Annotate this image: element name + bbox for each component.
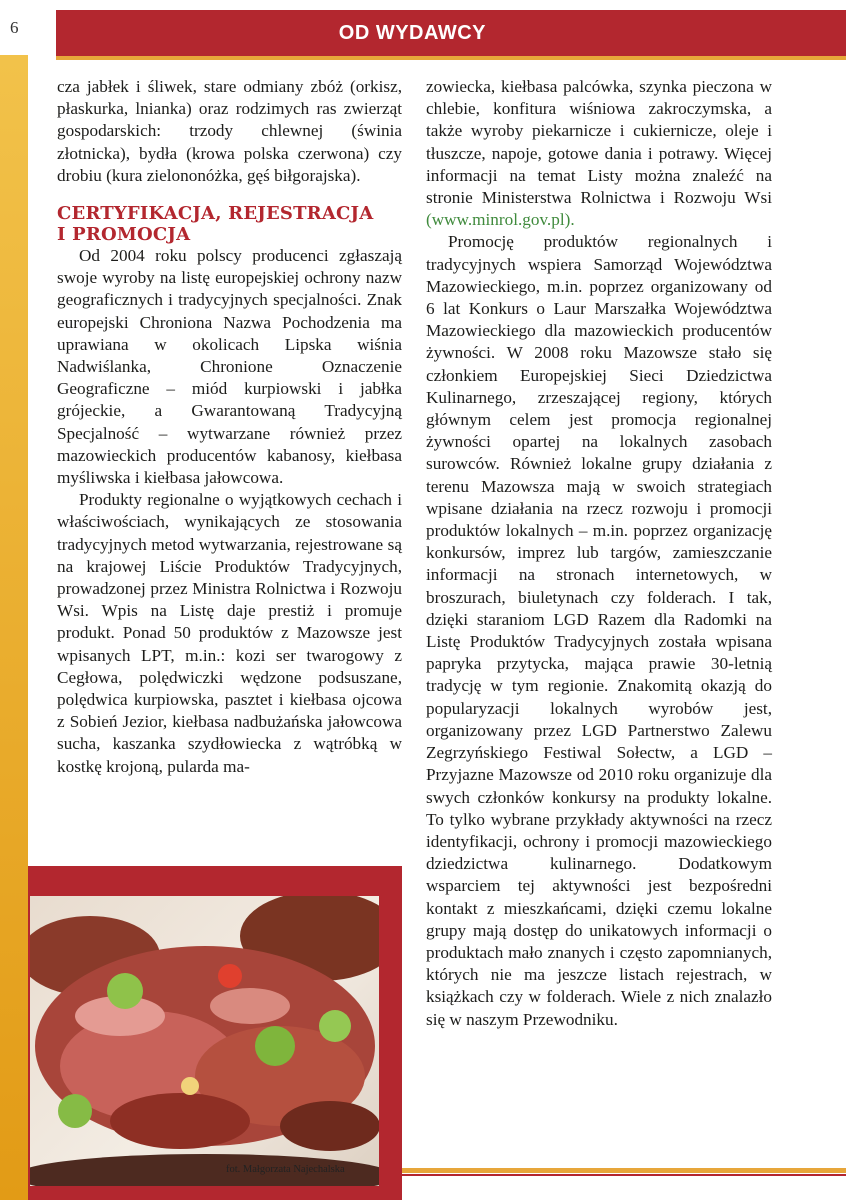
paragraph: Produkty regionalne o wyjątkowych cechach i właściwościach, wynikających ze stosowania tradycyjnych metod wytwarzania, rejestrowane są na krajowej Liście Produktów Tradycyjnych, prowadzonej przez Ministra Rolnictwa i Rozwoju Wsi. Wpis na Listę daje prestiż i promuje produkt. Ponad 50 produktów z Mazowsze jest wpisanych LPT, m.in.: kozi ser twarogowy z Cegłowa, polędwiczki wędzone podsuszane, polędwica kurpiowska, pasztet i kiełbasa ojcowa z Sobień Jezior, kiełbasa nadbużańska jałowcowa sucha, kaszanka szydłowiecka z wątróbką w kostkę krojoną, pularda ma- [57, 490, 402, 776]
paragraph-text: zowiecka, kiełbasa palcówka, szynka pieczona w chlebie, konfitura wiśniowa zakroczymska, a także wyroby piekarnicze i cukiernicze, oleje i tłuszcze, napoje, gotowe dania i potrawy. Więcej informacji na temat Listy można znaleźć na stronie Ministerstwa Rolnictwa i Rozwoju Wsi [426, 77, 772, 208]
footer-accent-line [402, 1168, 846, 1173]
heading-line: I PROMOCJA [57, 224, 191, 246]
page-number: 6 [10, 18, 19, 37]
left-color-band [0, 55, 28, 1200]
ministry-link[interactable]: (www.minrol.gov.pl). [426, 210, 575, 230]
paragraph: Promocję produktów regionalnych i tradycyjnych wspiera Samorząd Województwa Mazowieckiego, m.in. poprzez organizowany od 6 lat Konkurs o Laur Marszałka Województwa Mazowieckiego dla mazowieckich producentów żywności. W 2008 roku Mazowsze stało się członkiem Europejskiej Sieci Dziedzictwa Kulinarnego, zrzeszającej regiony, których głównym celem jest promocja regionalnej żywności opartej na lokalnych zasobach surowców. Również lokalne grupy działania z terenu Mazowsza mają w swoich strategiach wpisane działania na rzecz rozwoju i promocji produktów lokalnych – m.in. poprzez organizację konkursów, imprez lub targów, zamieszczanie informacji na stronach internetowych, w broszurach, biuletynach czy folderach. I tak, dzięki staraniom LGD Razem dla Radomki na Listę Produktów Tradycyjnych została wpisana papryka przytycka, mająca prawie 30-letnią tradycję w tym regionie. Znakomitą okazją do popularyzacji lokalnych wyrobów jest, organizowany przez LGD Partnerstwo Zalewu Zegrzyńskiego Festiwal Sołectw, a LGD – Przyjazne Mazowsze od 2010 roku organizuje dla swych członków konkursy na produkty lokalne. To tylko wybrane przykłady aktywności na rzecz identyfikacji, ochrony i promocji mazowieckiego dziedzictwa kulinarnego. Dodatkowym wsparciem tej aktywności jest bezpośredni kontakt z mieszkańcami, dzięki czemu lokalne grupy mają dostęp do unikatowych informacji o produktach mało znanych i często zapomnianych, których nie ma jeszcze listach rejestrach, w książkach czy w folderach. Wiele z nich znalazło się w naszym Przewodniku. [426, 232, 772, 1029]
paragraph: Od 2004 roku polscy producenci zgłaszają swoje wyroby na listę europejskiej ochrony nazw geograficznych i tradycyjnych specjalności. Znak europejski Chroniona Nazwa Pochodzenia ma uprawiana w okolicach Lipska wiśnia Nadwiślanka, Chronione Oznaczenie Geograficzne – miód kurpiowski i jabłka grójeckie, a Gwarantowaną Tradycyjną Specjalność – wytwarzane również przez mazowieckich producentów kabanosy, kiełbasa myśliwska i kiełbasa jałowcowa. [57, 246, 402, 488]
heading-line: CERTYFIKACJA, REJESTRACJA [57, 203, 374, 225]
right-text-column [426, 76, 772, 1031]
paragraph: cza jabłek i śliwek, stare odmiany zbóż (orkisz, płaskurka, lnianka) oraz rodzimych ras zwierząt gospodarskich: trzody chlewnej (świnia złotnicka), bydła (krowa polska czerwona) czy drobiu (kura zielononóżka, gęś biłgorajska). [57, 77, 402, 185]
left-text-column [57, 76, 402, 778]
section-title: OD WYDAWCY [338, 22, 486, 44]
section-heading [57, 203, 402, 245]
header-accent-line [56, 56, 846, 60]
cold-cuts-illustration [30, 896, 379, 1186]
footer-red-line [402, 1174, 846, 1176]
paragraph [426, 76, 772, 231]
photo-caption: fot. Małgorzata Najechalska [226, 1164, 345, 1175]
cold-cuts-photo [30, 896, 379, 1186]
